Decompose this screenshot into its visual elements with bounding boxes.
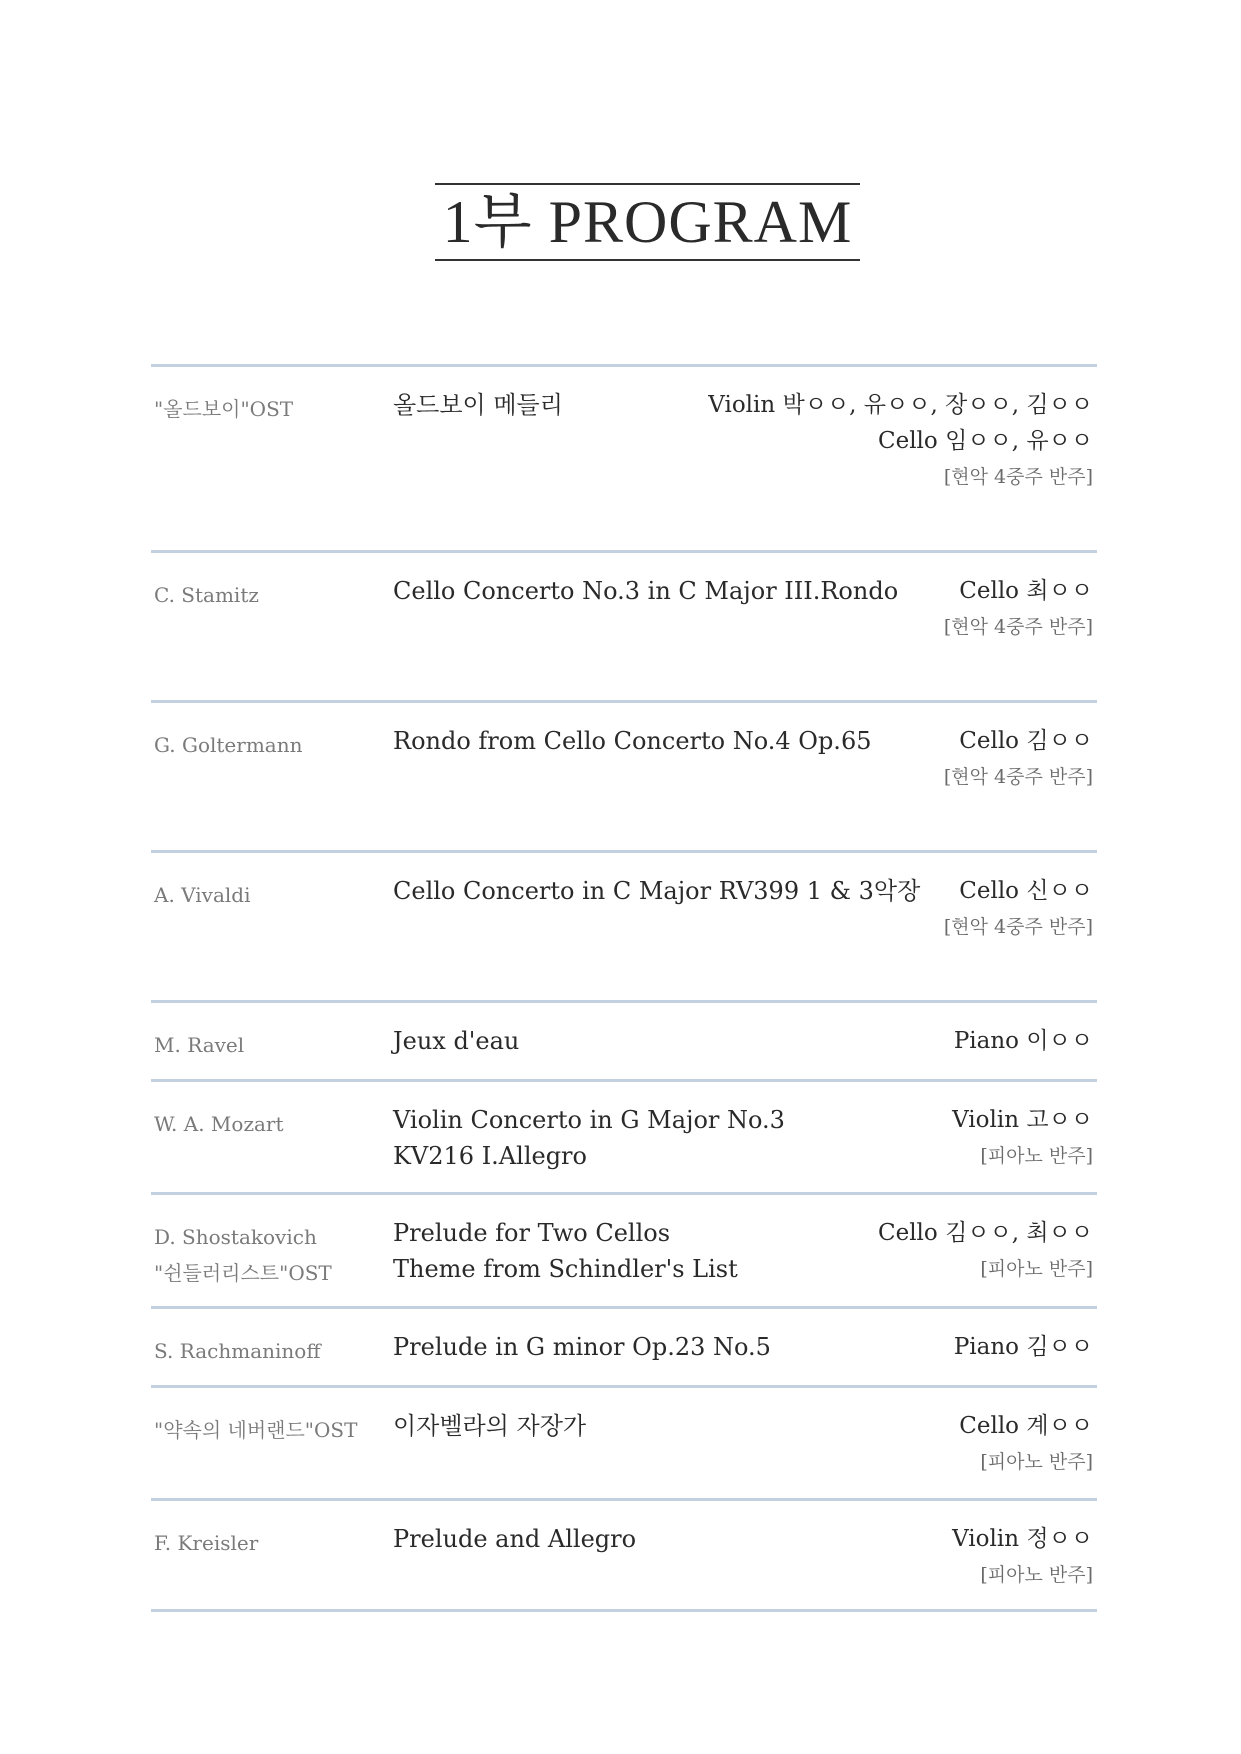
performer-line: Piano 김ㅇㅇ	[953, 1334, 1093, 1360]
piece-title	[393, 1023, 913, 1059]
composer-line: G. Goltermann	[154, 733, 303, 757]
performers	[952, 1521, 1093, 1593]
piece-line: Rondo from Cello Concerto No.4 Op.65	[393, 727, 872, 755]
performer-line: Cello 최ㅇㅇ	[959, 578, 1093, 604]
accompaniment-note: [피아노 반주]	[980, 1145, 1093, 1167]
performer-line: Cello 김ㅇㅇ, 최ㅇㅇ	[877, 1220, 1093, 1246]
accompaniment-note: [현악 4중주 반주]	[943, 466, 1093, 488]
accompaniment-note: [피아노 반주]	[980, 1564, 1093, 1586]
accompaniment-note: [현악 4중주 반주]	[943, 616, 1093, 638]
composer-line: "쉰들러리스트"OST	[154, 1261, 332, 1285]
composer	[154, 1027, 384, 1063]
program-row	[151, 1306, 1097, 1385]
program-list	[151, 364, 1097, 1612]
piece-title	[393, 723, 913, 759]
piece-line: Theme from Schindler's List	[393, 1255, 738, 1283]
performer-line: Violin 정ㅇㅇ	[952, 1526, 1093, 1552]
piece-line: Prelude for Two Cellos	[393, 1219, 671, 1247]
performer-line: Cello 신ㅇㅇ	[959, 878, 1093, 904]
composer-line: A. Vivaldi	[154, 883, 251, 907]
program-row	[151, 550, 1097, 700]
piece-line: Cello Concerto No.3 in C Major III.Rondo	[393, 577, 899, 605]
piece-line: Cello Concerto in C Major RV399 1 & 3악장	[393, 877, 921, 905]
performers	[959, 1408, 1093, 1480]
composer	[154, 1333, 384, 1369]
composer	[154, 1219, 384, 1291]
composer-line: M. Ravel	[154, 1033, 245, 1057]
performer-line: Cello 계ㅇㅇ	[959, 1413, 1093, 1439]
program-row	[151, 850, 1097, 1000]
accompaniment-note: [현악 4중주 반주]	[943, 766, 1093, 788]
performers	[954, 1023, 1093, 1059]
performer-line: Cello 김ㅇㅇ	[959, 728, 1093, 754]
piece-title	[393, 1329, 913, 1365]
composer	[154, 877, 384, 913]
composer-line: F. Kreisler	[154, 1531, 259, 1555]
program-row	[151, 1079, 1097, 1192]
page-title: 1부 PROGRAM	[442, 189, 853, 255]
piece-title	[393, 1102, 913, 1174]
performers	[944, 723, 1093, 795]
composer	[154, 577, 384, 613]
composer-line: S. Rachmaninoff	[154, 1339, 321, 1363]
title-frame	[435, 183, 860, 261]
composer-line: "약속의 네버랜드"OST	[154, 1418, 358, 1442]
performers	[944, 573, 1093, 645]
program-row	[151, 1498, 1097, 1612]
performer-line: Piano 이ㅇㅇ	[953, 1028, 1093, 1054]
program-row	[151, 1192, 1097, 1306]
performers	[954, 1329, 1093, 1365]
piece-title	[393, 1215, 913, 1287]
piece-title	[393, 1521, 913, 1557]
accompaniment-note: [현악 4중주 반주]	[943, 916, 1093, 938]
piece-line: Prelude and Allegro	[393, 1525, 637, 1553]
piece-line: Jeux d'eau	[393, 1027, 520, 1055]
piece-line: Violin Concerto in G Major No.3	[393, 1106, 785, 1134]
piece-line: Prelude in G minor Op.23 No.5	[393, 1333, 771, 1361]
composer	[154, 1412, 384, 1448]
piece-title	[393, 873, 921, 909]
performer-line: Violin 박ㅇㅇ, 유ㅇㅇ, 장ㅇㅇ, 김ㅇㅇ	[708, 392, 1093, 418]
program-row	[151, 364, 1097, 550]
piece-title	[393, 1408, 913, 1444]
piece-title	[393, 573, 913, 609]
composer	[154, 391, 384, 427]
performers	[708, 387, 1093, 495]
program-row	[151, 1000, 1097, 1079]
composer-line: "올드보이"OST	[154, 397, 294, 421]
program-row	[151, 1385, 1097, 1498]
performers	[944, 873, 1093, 945]
piece-line: KV216 I.Allegro	[393, 1142, 587, 1170]
program-row	[151, 700, 1097, 850]
composer	[154, 1106, 384, 1142]
performers	[952, 1102, 1093, 1174]
performer-line: Cello 임ㅇㅇ, 유ㅇㅇ	[877, 428, 1093, 454]
composer	[154, 727, 384, 763]
composer-line: W. A. Mozart	[154, 1112, 284, 1136]
performers	[878, 1215, 1093, 1287]
composer	[154, 1525, 384, 1561]
piece-line: 올드보이 메들리	[393, 391, 563, 419]
accompaniment-note: [피아노 반주]	[980, 1451, 1093, 1473]
composer-line: D. Shostakovich	[154, 1225, 317, 1249]
performer-line: Violin 고ㅇㅇ	[952, 1107, 1093, 1133]
accompaniment-note: [피아노 반주]	[980, 1258, 1093, 1280]
piece-line: 이자벨라의 자장가	[393, 1412, 587, 1440]
composer-line: C. Stamitz	[154, 583, 259, 607]
